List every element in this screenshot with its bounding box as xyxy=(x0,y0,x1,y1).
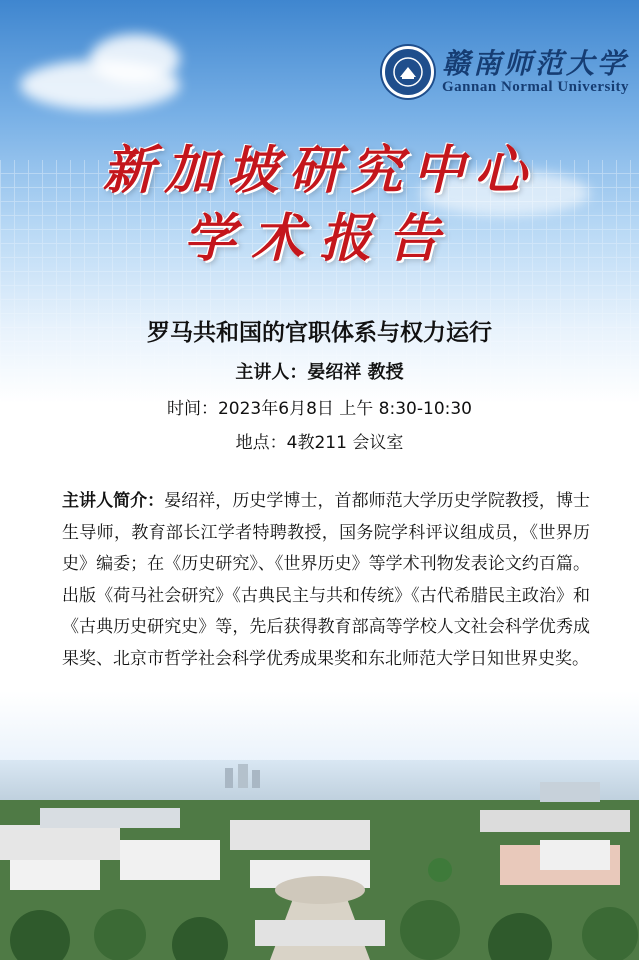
university-name-en: Gannan Normal University xyxy=(442,78,630,95)
poster-title-line2: 学术报告 xyxy=(183,208,456,269)
university-name-cn: 赣南师范大学 xyxy=(442,46,629,80)
bio-text: 晏绍祥，历史学博士，首都师范大学历史学院教授，博士生导师，教育部长江学者特聘教授，国务院学科评议组成员，《世界历史》编委；在《历史研究》、《世界历史》等学术刊物发表论文约百篇。出版《荷马社会研究》《古典民主与共和传统》《古代希腊民主政治》和《古典历史研究史》等，先后获得教育部高等学校人文社会科学优秀成果奖、北京市哲学社会科学优秀成果奖和东北师范大学日知世界史奖。 xyxy=(62,491,591,669)
bio-label: 主讲人简介： xyxy=(62,491,165,511)
university-logo xyxy=(382,46,629,98)
talk-place: 地点：4教211 会议室 xyxy=(235,433,404,453)
talk-time: 时间：2023年6月8日 上午 8:30-10:30 xyxy=(166,399,472,419)
university-seal-icon xyxy=(382,46,434,98)
cloud-decoration xyxy=(90,34,180,84)
campus-panorama-image xyxy=(0,760,639,960)
poster-title-line1: 新加坡研究中心 xyxy=(102,140,537,201)
speaker-bio xyxy=(62,486,590,675)
talk-topic: 罗马共和国的官职体系与权力运行 xyxy=(147,320,492,346)
speaker: 主讲人：晏绍祥 教授 xyxy=(235,362,404,383)
